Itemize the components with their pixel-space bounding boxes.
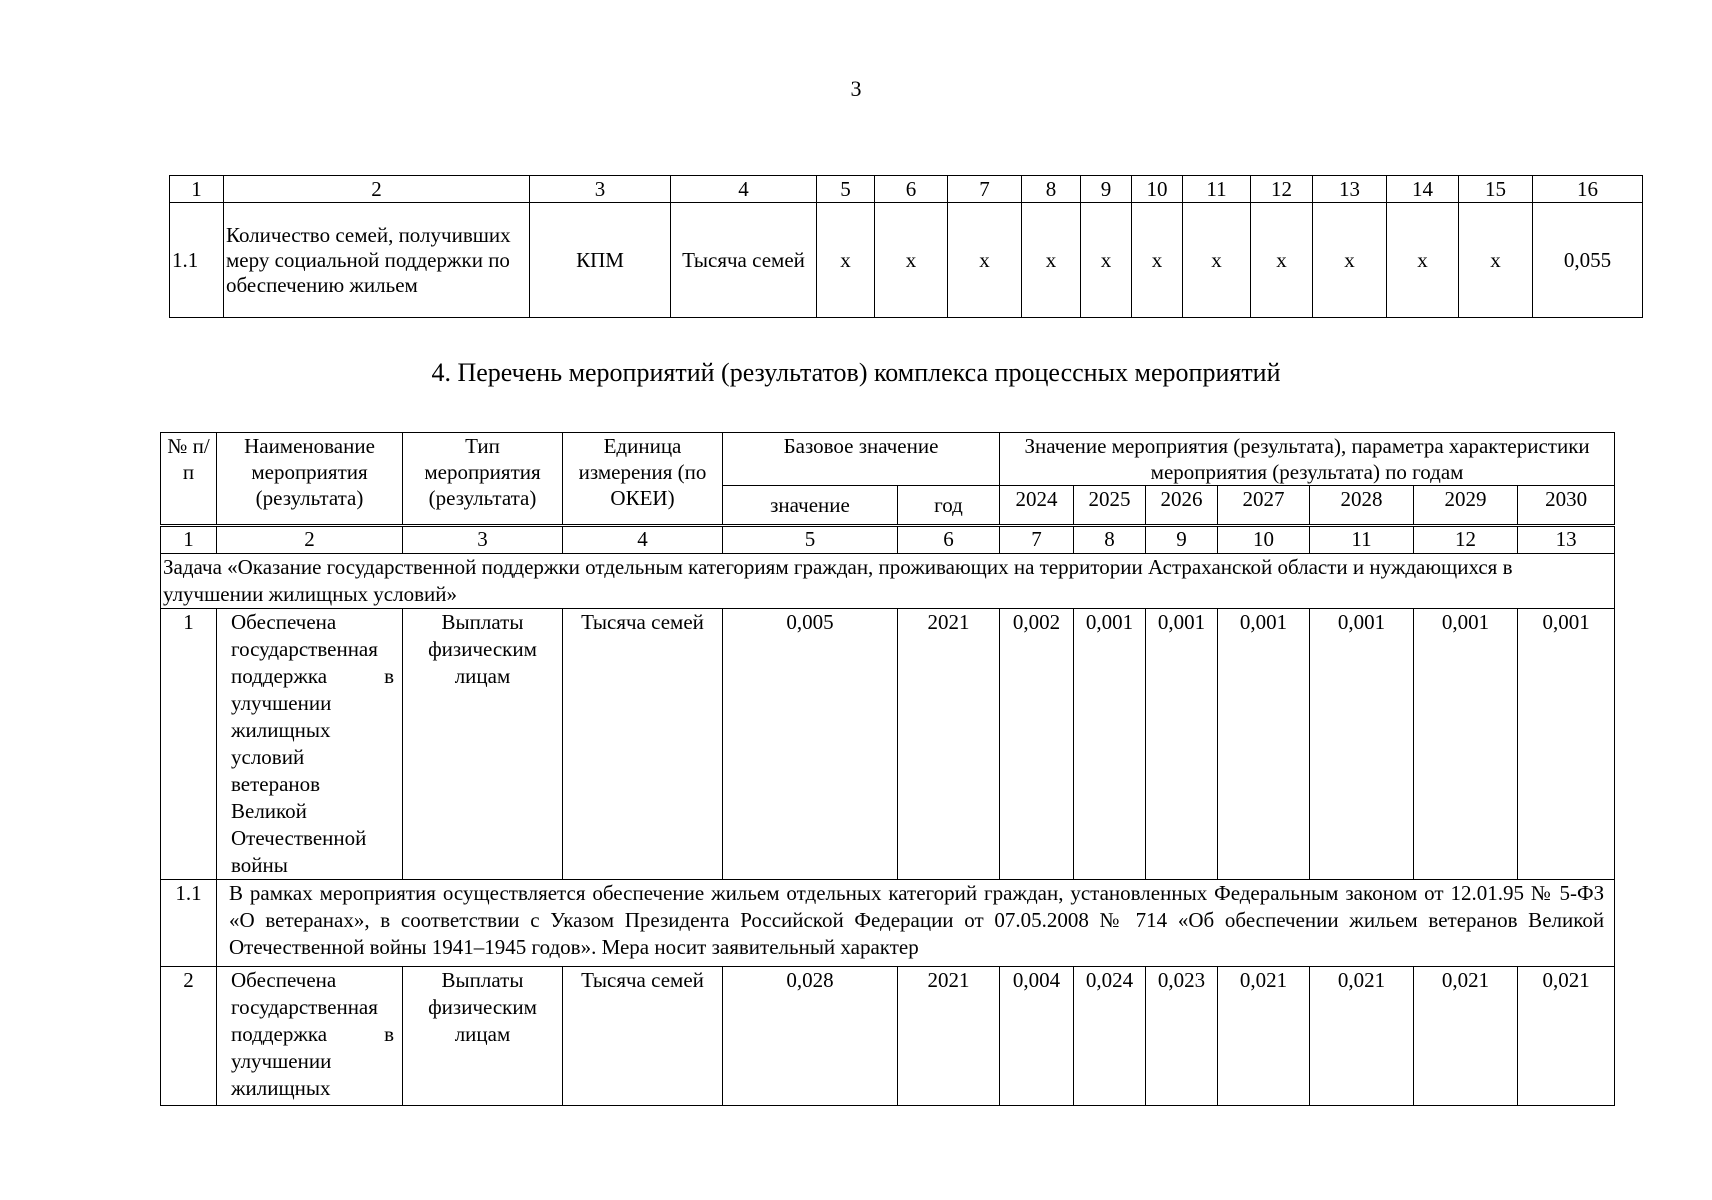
- table-row: [170, 203, 1643, 318]
- activity-unit: Тысяча семей: [563, 609, 723, 880]
- col-number: 14: [1387, 176, 1459, 203]
- header-base-value: значение: [723, 486, 898, 526]
- column-numbers-row: [161, 526, 1615, 554]
- indicators-table: [169, 175, 1643, 318]
- col-number: 7: [948, 176, 1022, 203]
- year-value: 0,001: [1146, 609, 1218, 880]
- col-number: 3: [403, 526, 563, 554]
- section-title: 4. Перечень мероприятий (результатов) комплекса процессных мероприятий: [431, 358, 1281, 387]
- col-number: 2: [217, 526, 403, 554]
- header-unit: Единица измерения (по ОКЕИ): [563, 433, 723, 526]
- x-cell: x: [1022, 203, 1081, 318]
- col-number: 3: [530, 176, 671, 203]
- year-value: 0,021: [1518, 967, 1615, 1106]
- header-year: 2025: [1074, 486, 1146, 526]
- header-year: 2029: [1414, 486, 1518, 526]
- base-value: 0,028: [723, 967, 898, 1106]
- col-number: 12: [1414, 526, 1518, 554]
- base-year: 2021: [898, 609, 1000, 880]
- col-number: 13: [1518, 526, 1615, 554]
- year-value: 0,001: [1518, 609, 1615, 880]
- col-number: 2: [224, 176, 530, 203]
- year-value: 0,001: [1218, 609, 1310, 880]
- year-value: 0,001: [1414, 609, 1518, 880]
- activity-type: Выплаты физическим лицам: [403, 967, 563, 1106]
- indicator-value: 0,055: [1533, 203, 1643, 318]
- col-number: 1: [170, 176, 224, 203]
- col-number: 10: [1132, 176, 1183, 203]
- year-value: 0,024: [1074, 967, 1146, 1106]
- indicators-header-row: [170, 176, 1643, 203]
- header-year: 2026: [1146, 486, 1218, 526]
- col-number: 8: [1074, 526, 1146, 554]
- col-number: 4: [671, 176, 817, 203]
- base-value: 0,005: [723, 609, 898, 880]
- row-number: 1.1: [170, 203, 224, 318]
- page-number: 3: [850, 76, 862, 101]
- x-cell: x: [875, 203, 948, 318]
- col-number: 6: [875, 176, 948, 203]
- x-cell: x: [948, 203, 1022, 318]
- table-row: [161, 967, 1615, 1106]
- header-year: 2027: [1218, 486, 1310, 526]
- header-type: Тип мероприятия (результата): [403, 433, 563, 526]
- activity-type: Выплаты физическим лицам: [403, 609, 563, 880]
- header-base: Базовое значение: [723, 433, 1000, 486]
- header-base-year: год: [898, 486, 1000, 526]
- header-row: [161, 433, 1615, 486]
- col-number: 13: [1313, 176, 1387, 203]
- x-cell: x: [1251, 203, 1313, 318]
- x-cell: x: [1459, 203, 1533, 318]
- year-value: 0,002: [1000, 609, 1074, 880]
- task-text: Задача «Оказание государственной поддержки отдельным категориям граждан, проживающих на территории Астраханской области и нуждающихся в улучшении жилищных условий»: [161, 554, 1615, 609]
- note-number: 1.1: [161, 880, 217, 967]
- header-num: № п/п: [161, 433, 217, 526]
- year-value: 0,021: [1310, 967, 1414, 1106]
- header-year: 2030: [1518, 486, 1615, 526]
- activity-unit: Тысяча семей: [563, 967, 723, 1106]
- header-years-title: Значение мероприятия (результата), параметра характеристики мероприятия (результата) по годам: [1000, 433, 1615, 486]
- col-number: 11: [1310, 526, 1414, 554]
- col-number: 11: [1183, 176, 1251, 203]
- col-number: 9: [1146, 526, 1218, 554]
- col-number: 7: [1000, 526, 1074, 554]
- x-cell: x: [817, 203, 875, 318]
- header-year: 2028: [1310, 486, 1414, 526]
- x-cell: x: [1387, 203, 1459, 318]
- row-number: 1: [161, 609, 217, 880]
- col-number: 9: [1081, 176, 1132, 203]
- col-number: 12: [1251, 176, 1313, 203]
- activity-name: Обеспечена государственная поддержка в улучшении жилищных: [217, 967, 403, 1106]
- note-row: [161, 880, 1615, 967]
- col-number: 6: [898, 526, 1000, 554]
- indicator-name: Количество семей, получивших меру социальной поддержки по обеспечению жильем: [224, 203, 530, 318]
- year-value: 0,004: [1000, 967, 1074, 1106]
- note-text: В рамках мероприятия осуществляется обеспечение жильем отдельных категорий граждан, установленных Федеральным законом от 12.01.95 № 5-ФЗ «О ветеранах», в соответствии с Указом Президента Российской Федерации от 07.05.2008 № 714 «Об обеспечении жильем ветеранов Великой Отечественной войны 1941–1945 годов». Мера носит заявительный характер: [217, 880, 1615, 967]
- x-cell: x: [1132, 203, 1183, 318]
- header-year: 2024: [1000, 486, 1074, 526]
- col-number: 15: [1459, 176, 1533, 203]
- indicator-unit: Тысяча семей: [671, 203, 817, 318]
- x-cell: x: [1313, 203, 1387, 318]
- year-value: 0,021: [1414, 967, 1518, 1106]
- col-number: 5: [723, 526, 898, 554]
- col-number: 1: [161, 526, 217, 554]
- task-row: [161, 554, 1615, 609]
- year-value: 0,001: [1310, 609, 1414, 880]
- col-number: 5: [817, 176, 875, 203]
- year-value: 0,001: [1074, 609, 1146, 880]
- x-cell: x: [1081, 203, 1132, 318]
- indicator-type: КПМ: [530, 203, 671, 318]
- year-value: 0,023: [1146, 967, 1218, 1106]
- activities-table: [160, 432, 1615, 1106]
- x-cell: x: [1183, 203, 1251, 318]
- header-name: Наименование мероприятия (результата): [217, 433, 403, 526]
- col-number: 10: [1218, 526, 1310, 554]
- col-number: 8: [1022, 176, 1081, 203]
- col-number: 4: [563, 526, 723, 554]
- activity-name: Обеспечена государственная поддержка в улучшении жилищных условий ветеранов Великой Отечественной войны: [217, 609, 403, 880]
- row-number: 2: [161, 967, 217, 1106]
- table-row: [161, 609, 1615, 880]
- year-value: 0,021: [1218, 967, 1310, 1106]
- base-year: 2021: [898, 967, 1000, 1106]
- col-number: 16: [1533, 176, 1643, 203]
